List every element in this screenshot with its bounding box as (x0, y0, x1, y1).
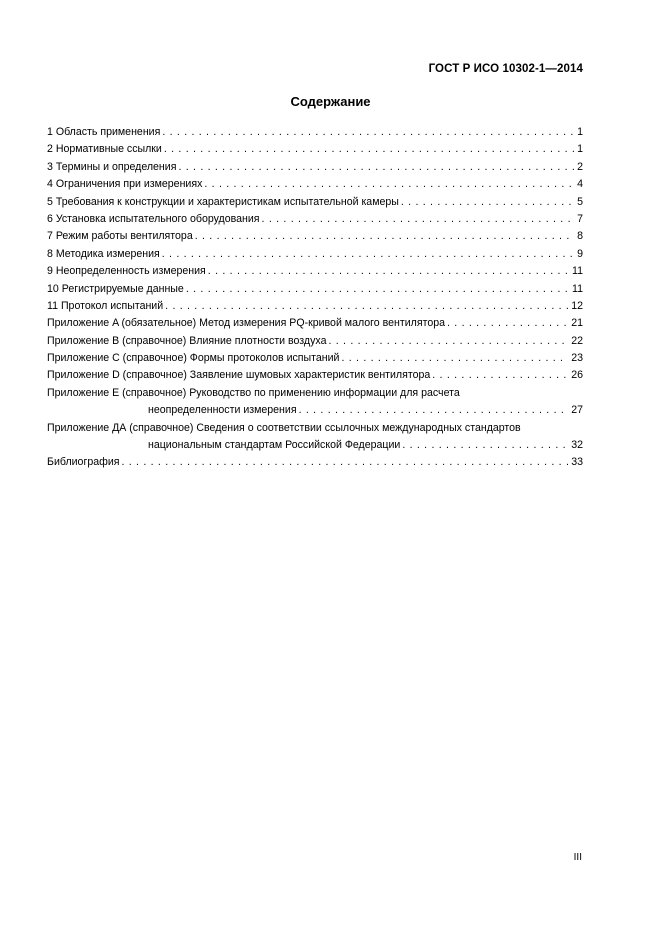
toc-entry-title-line2: неопределенности измерения (148, 404, 297, 417)
toc-entry-title-line1: Приложение ДА (справочное) Сведения о соответствии ссылочных международных стандартов (47, 421, 521, 434)
leader-dots (447, 315, 568, 332)
page-title: Содержание (290, 94, 371, 109)
toc-entry[interactable] (47, 263, 583, 280)
toc-entry-page: 8 (577, 230, 583, 243)
toc-entry[interactable] (47, 315, 583, 332)
leader-dots (328, 333, 568, 350)
toc-entry-page: 33 (571, 456, 583, 469)
toc-entry[interactable] (47, 350, 583, 367)
leader-dots (165, 298, 568, 315)
toc-entry-title: 3 Термины и определения (47, 160, 177, 173)
toc-entry[interactable] (47, 124, 583, 141)
toc-entry-page: 23 (571, 352, 583, 365)
leader-dots (341, 350, 568, 367)
toc-entry-title: Приложение C (справочное) Формы протоколов испытаний (47, 352, 340, 365)
leader-dots (299, 402, 569, 419)
toc-entry-page: 27 (571, 404, 583, 417)
toc-entry-title: Библиография (47, 456, 120, 469)
toc-entry-page: 21 (571, 317, 583, 330)
toc-entry-page: 1 (577, 126, 583, 138)
toc-entry-title: 11 Протокол испытаний (47, 299, 164, 312)
toc-entry-title: Приложение B (справочное) Влияние плотности воздуха (47, 334, 327, 347)
toc-entry[interactable] (47, 211, 583, 228)
toc-entry-line2 (47, 402, 583, 419)
toc-entry-title-line1: Приложение E (справочное) Руководство по применению информации для расчета (47, 386, 460, 399)
toc-entry[interactable] (47, 454, 583, 471)
leader-dots (402, 437, 568, 454)
toc-entry[interactable] (47, 281, 583, 298)
toc-entry-multiline[interactable] (47, 385, 583, 420)
toc-entry-title: Приложение D (справочное) Заявление шумовых характеристик вентилятора (47, 369, 431, 382)
toc-entry-page: 7 (577, 212, 583, 225)
toc-entry-multiline[interactable] (47, 420, 583, 455)
toc-entry-title-line2: национальным стандартам Российской Федерации (148, 439, 401, 452)
table-of-contents (47, 124, 583, 472)
toc-entry-title: 1 Область применения (47, 126, 161, 138)
leader-dots (164, 141, 574, 158)
toc-entry-title: 7 Режим работы вентилятора (47, 230, 193, 243)
page-number-footer: III (573, 852, 582, 863)
toc-entry[interactable] (47, 194, 583, 211)
toc-entry[interactable] (47, 246, 583, 263)
toc-entry-page: 11 (572, 265, 583, 278)
toc-entry-title: Приложение A (обязательное) Метод измерения PQ-кривой малого вентилятора (47, 317, 445, 330)
leader-dots (121, 454, 568, 471)
leader-dots (401, 194, 574, 211)
leader-dots (204, 176, 574, 193)
toc-entry-page: 9 (577, 247, 583, 260)
toc-entry[interactable] (47, 228, 583, 245)
toc-entry-page: 2 (577, 160, 583, 173)
toc-entry-title: 10 Регистрируемые данные (47, 282, 184, 295)
toc-entry-title: 2 Нормативные ссылки (47, 143, 162, 156)
toc-entry-title: 5 Требования к конструкции и характеристикам испытательной камеры (47, 195, 399, 208)
toc-entry-line2 (47, 437, 583, 454)
toc-entry-page: 12 (571, 299, 583, 312)
leader-dots (208, 263, 569, 280)
toc-entry-page: 4 (577, 178, 583, 191)
toc-entry-page: 22 (571, 334, 583, 347)
toc-entry[interactable] (47, 176, 583, 193)
leader-dots (432, 367, 568, 384)
toc-entry-title: 4 Ограничения при измерениях (47, 178, 203, 191)
toc-entry-title: 6 Установка испытательного оборудования (47, 212, 260, 225)
toc-entry[interactable] (47, 333, 583, 350)
toc-entry-page: 1 (577, 143, 583, 156)
leader-dots (195, 228, 574, 245)
toc-entry[interactable] (47, 298, 583, 315)
toc-entry-title: 9 Неопределенность измерения (47, 265, 206, 278)
toc-entry[interactable] (47, 367, 583, 384)
leader-dots (262, 211, 575, 228)
leader-dots (162, 246, 574, 263)
leader-dots (186, 281, 569, 298)
document-id-header: ГОСТ Р ИСО 10302-1—2014 (428, 63, 583, 75)
leader-dots (162, 124, 574, 141)
toc-entry[interactable] (47, 159, 583, 176)
toc-entry[interactable] (47, 141, 583, 158)
toc-entry-title: 8 Методика измерения (47, 247, 160, 260)
toc-entry-page: 32 (571, 439, 583, 452)
toc-entry-page: 11 (572, 282, 583, 295)
toc-entry-page: 5 (577, 195, 583, 208)
toc-entry-page: 26 (571, 369, 583, 382)
leader-dots (178, 159, 574, 176)
